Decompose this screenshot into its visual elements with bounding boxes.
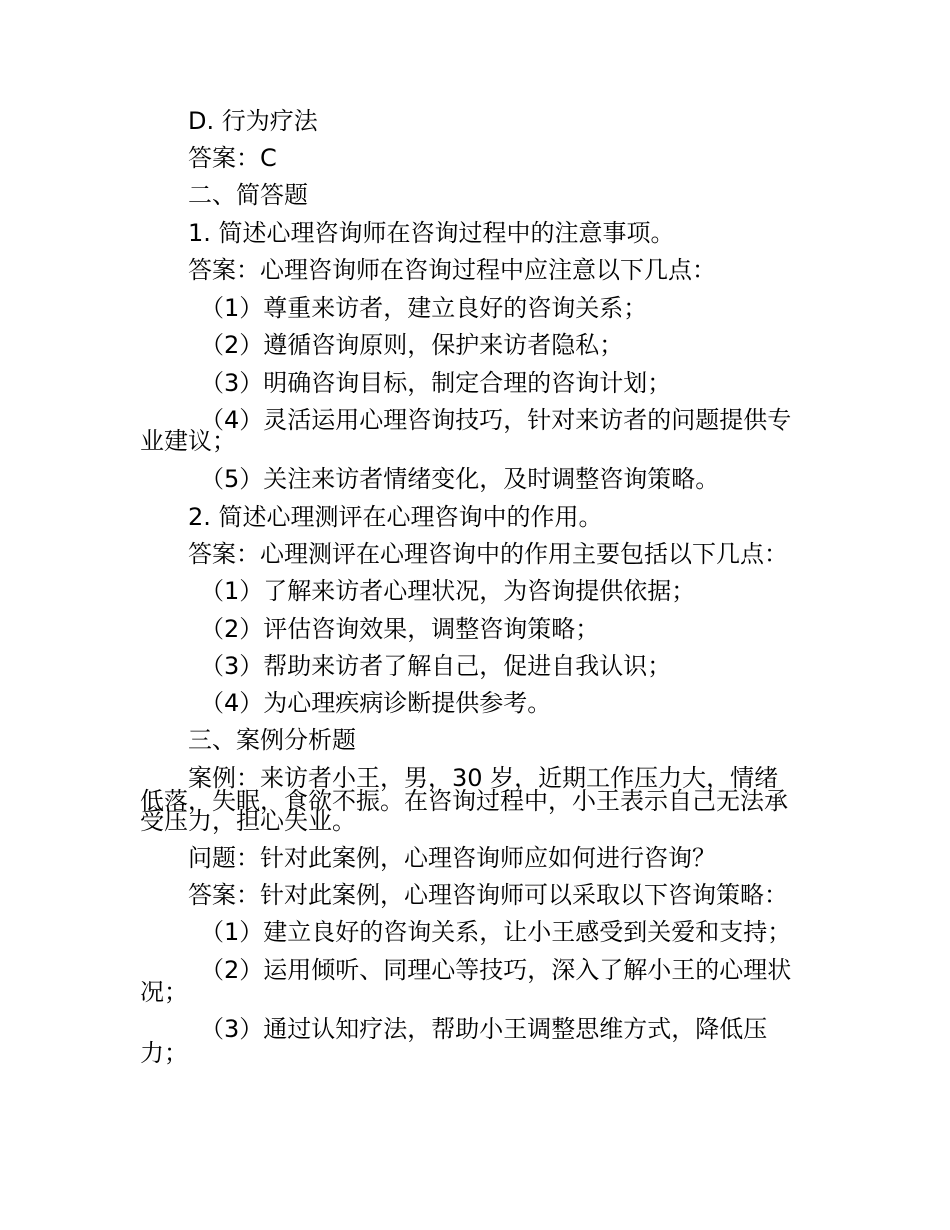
answer-intro-2: 答案：心理测评在心理咨询中的作用主要包括以下几点： [188, 540, 788, 568]
case-text-continuation: 低落，失眠，食欲不振。在咨询过程中，小王表示自己无法承 [140, 787, 788, 815]
answer-item: （3）通过认知疗法，帮助小王调整思维方式，降低压 [200, 1015, 768, 1043]
answer-item: （4）为心理疾病诊断提供参考。 [200, 689, 552, 717]
answer-item: （2）评估咨询效果，调整咨询策略； [200, 615, 600, 643]
answer-item: （2）遵循咨询原则，保护来访者隐私； [200, 331, 624, 359]
answer-item: （4）灵活运用心理咨询技巧，针对来访者的问题提供专 [200, 406, 792, 434]
answer-item-continuation: 力； [140, 1039, 188, 1067]
case-question: 问题：针对此案例，心理咨询师应如何进行咨询？ [188, 844, 716, 872]
case-text: 案例：来访者小王，男，30 岁，近期工作压力大，情绪 [188, 764, 779, 792]
answer-item-continuation: 业建议； [140, 427, 236, 455]
answer-item: （1）了解来访者心理状况，为咨询提供依据； [200, 577, 696, 605]
answer-intro-1: 答案：心理咨询师在咨询过程中应注意以下几点： [188, 256, 716, 284]
section-heading-case-analysis: 三、案例分析题 [188, 726, 356, 754]
answer-item: （5）关注来访者情绪变化，及时调整咨询策略。 [200, 465, 720, 493]
answer-item: （3）帮助来访者了解自己，促进自我认识； [200, 652, 672, 680]
answer-item: （3）明确咨询目标，制定合理的咨询计划； [200, 369, 672, 397]
case-answer-intro: 答案：针对此案例，心理咨询师可以采取以下咨询策略： [188, 881, 788, 909]
answer-item: （1）建立良好的咨询关系，让小王感受到关爱和支持； [200, 918, 792, 946]
question-2: 2. 简述心理测评在心理咨询中的作用。 [188, 503, 603, 531]
section-heading-short-answer: 二、简答题 [188, 181, 308, 209]
question-1: 1. 简述心理咨询师在咨询过程中的注意事项。 [188, 219, 675, 247]
answer-item: （2）运用倾听、同理心等技巧，深入了解小王的心理状 [200, 956, 792, 984]
case-text-continuation: 受压力，担心失业。 [140, 807, 356, 835]
option-d: D. 行为疗法 [188, 107, 318, 135]
answer-item: （1）尊重来访者，建立良好的咨询关系； [200, 294, 648, 322]
answer-line: 答案：C [188, 144, 277, 172]
answer-item-continuation: 况； [140, 978, 188, 1006]
